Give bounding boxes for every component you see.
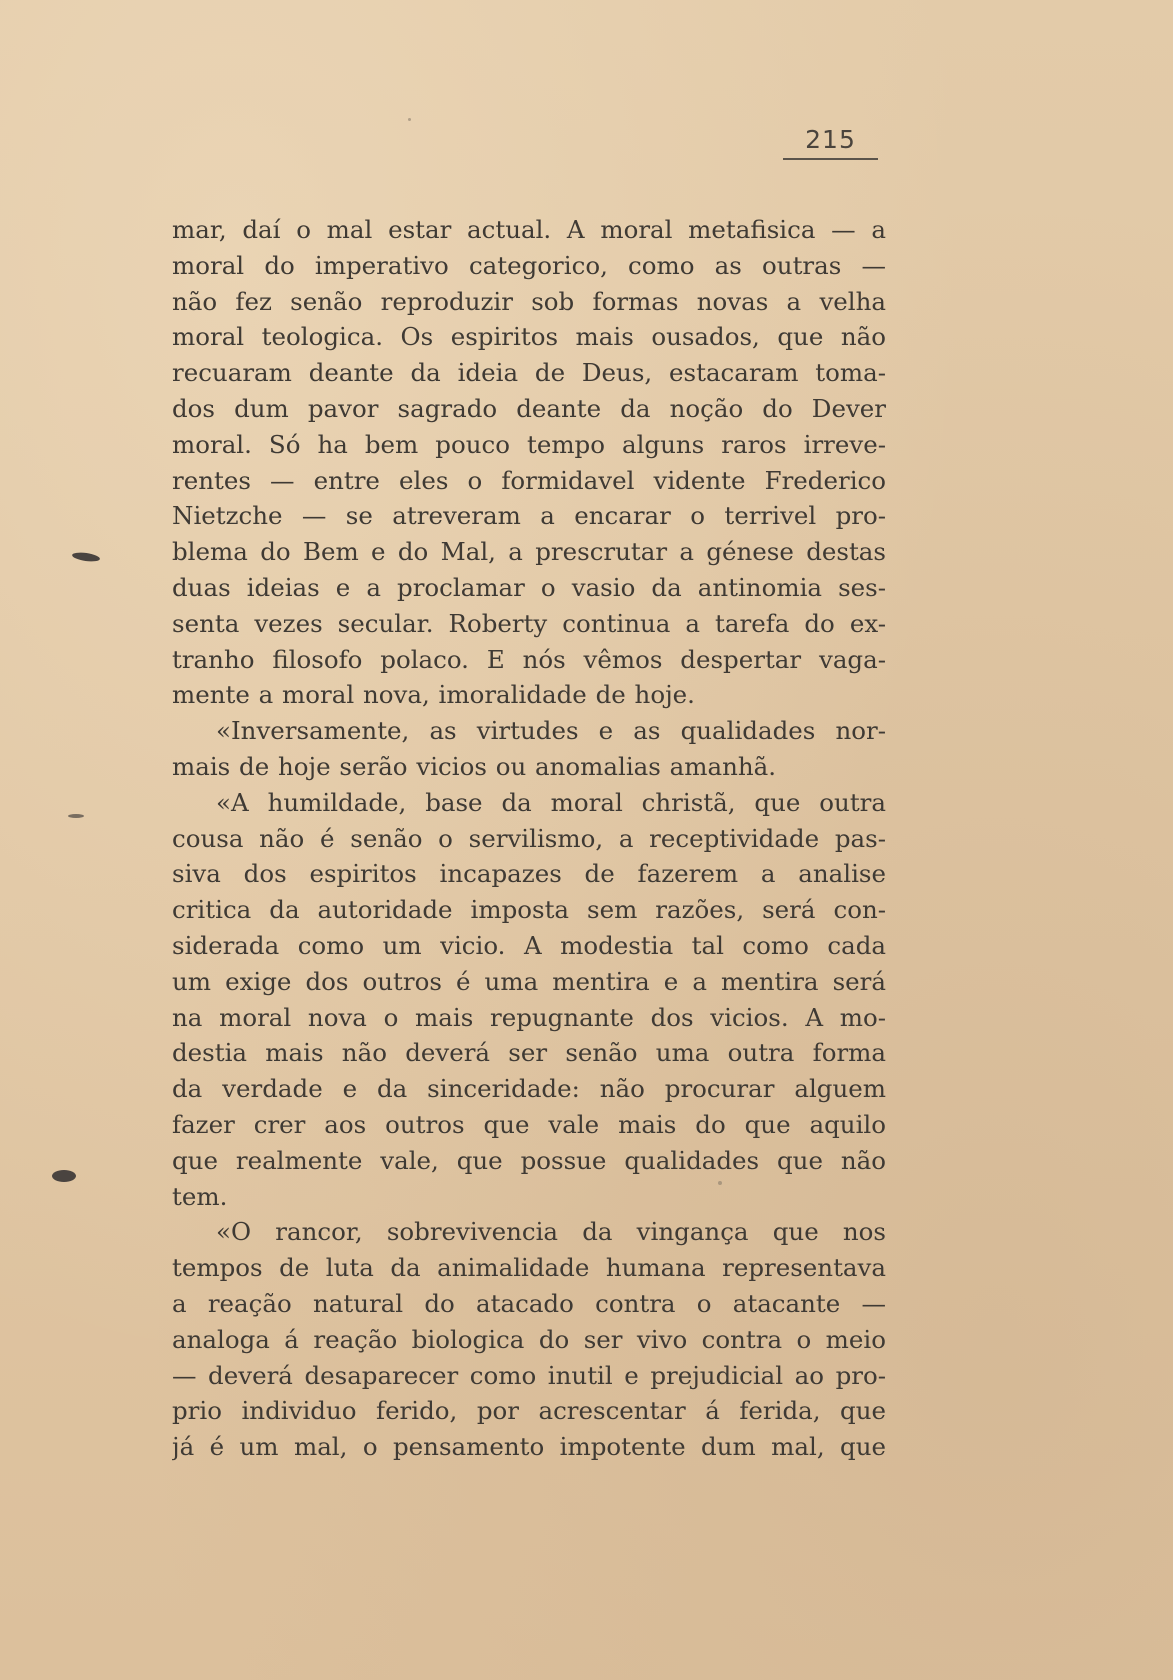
binding-mark-middle	[68, 814, 84, 818]
text-line: já é um mal, o pensamento impotente dum mal, que	[172, 1432, 886, 1462]
text-line: destia mais não deverá ser senão uma outra forma	[172, 1038, 886, 1068]
text-line: a reação natural do atacado contra o atacante —	[172, 1288, 886, 1318]
text-line: um exige dos outros é uma mentira e a mentira será	[172, 966, 886, 996]
page-number-area	[783, 124, 878, 160]
paper-speck	[408, 118, 411, 121]
binding-mark-bottom	[52, 1170, 76, 1182]
text-line: senta vezes secular. Roberty continua a tarefa do ex-	[172, 608, 886, 638]
text-line: «O rancor, sobrevivencia da vingança que nos	[216, 1217, 886, 1247]
text-line: Nietzche — se atreveram a encarar o terrivel pro-	[172, 501, 886, 531]
text-line: moral teologica. Os espiritos mais ousados, que não	[172, 322, 886, 352]
text-line: rentes — entre eles o formidavel vidente Frederico	[172, 465, 886, 495]
text-line: siderada como um vicio. A modestia tal como cada	[172, 930, 886, 960]
text-line: dos dum pavor sagrado deante da noção do Dever	[172, 393, 886, 423]
text-line: fazer crer aos outros que vale mais do que aquilo	[172, 1109, 886, 1139]
text-line: na moral nova o mais repugnante dos vicios. A mo-	[172, 1002, 886, 1032]
text-line: mente a moral nova, imoralidade de hoje.	[172, 680, 695, 710]
text-line: recuaram deante da ideia de Deus, estacaram toma-	[172, 358, 886, 388]
text-line: — deverá desaparecer como inutil e prejudicial ao pro-	[172, 1360, 886, 1390]
text-line: critica da autoridade imposta sem razões, será con-	[172, 895, 886, 925]
text-line: tem.	[172, 1181, 228, 1211]
text-line: «Inversamente, as virtudes e as qualidades nor-	[216, 716, 886, 746]
text-line: não fez senão reproduzir sob formas novas a velha	[172, 286, 886, 316]
text-line: blema do Bem e do Mal, a prescrutar a génese destas	[172, 537, 886, 567]
text-line: tranho filosofo polaco. E nós vêmos despertar vaga-	[172, 644, 886, 674]
text-line: analoga á reação biologica do ser vivo contra o meio	[172, 1324, 886, 1354]
text-line: mar, daí o mal estar actual. A moral metafisica — a	[172, 215, 886, 244]
text-line: cousa não é senão o servilismo, a receptividade pas-	[172, 823, 886, 853]
text-line: duas ideias e a proclamar o vasio da antinomia ses-	[172, 572, 886, 602]
text-line: mais de hoje serão vicios ou anomalias amanhã.	[172, 751, 777, 781]
text-line: siva dos espiritos incapazes de fazerem a analise	[172, 859, 886, 889]
text-line: prio individuo ferido, por acrescentar á ferida, que	[172, 1396, 886, 1426]
text-line: tempos de luta da animalidade humana representava	[172, 1253, 886, 1283]
text-line: moral. Só ha bem pouco tempo alguns raros irreve-	[172, 429, 886, 459]
body-text	[172, 212, 886, 1465]
binding-mark-top	[72, 551, 101, 563]
text-line: «A humildade, base da moral christã, que outra	[216, 787, 886, 817]
text-line: moral do imperativo categorico, como as outras —	[172, 250, 886, 280]
page-number-rule	[783, 158, 878, 160]
text-line: que realmente vale, que possue qualidades que não	[172, 1145, 886, 1175]
text-line: da verdade e da sinceridade: não procurar alguem	[172, 1074, 886, 1104]
page-number: 215	[805, 125, 856, 154]
